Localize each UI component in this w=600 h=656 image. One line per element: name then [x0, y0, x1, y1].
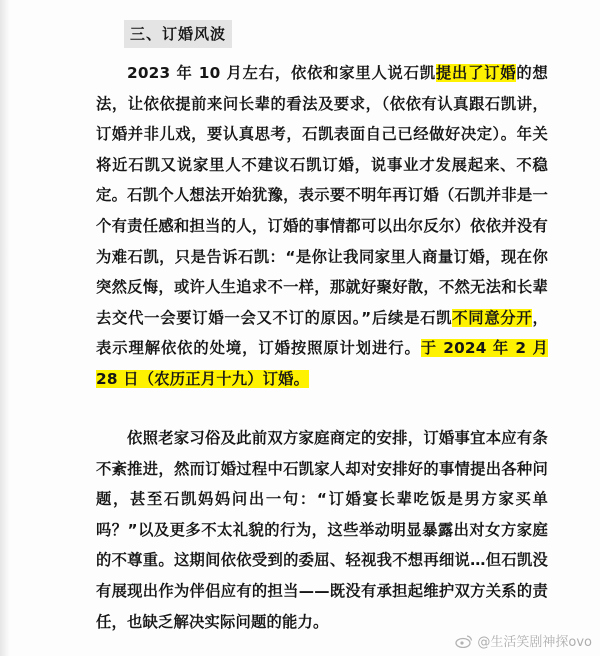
watermark-text: @生活笑剧神探ovo	[477, 635, 592, 650]
page-edge-shadow	[0, 0, 10, 656]
text-run: ，表示理解依依的处境，订婚按照原计划进行。	[96, 308, 548, 358]
highlight-engagement-date: 于 2024 年 2 月 28 日（农历正月十九）订婚。	[96, 339, 548, 388]
text-run: 的想法，让依依提前来问长辈的看法及要求，（依依有认真跟石凯讲，订婚并非儿戏，要认真思考，石凯表面自己已经做好决定）。年关将近石凯又说家里人不建议石凯订婚，说事业才发展起来、不稳定。石凯个人想法开始犹豫，表示要不明年再订婚（石凯并非是一个有责任感和担当的人，订婚的事情都可以出尔反尔）依依并没有为难石凯，只是告诉石凯：“是你让我同家里人商量订婚，现在你突然反悔，或许人生追求不一样，那就好聚好散，不然无法和长辈去交代一会要订婚一会又不订的原因。”后续是石凯	[96, 64, 548, 327]
weibo-icon	[455, 634, 473, 648]
paragraph-engagement	[96, 58, 548, 395]
watermark	[455, 631, 592, 650]
highlight-disagree-breakup: 不同意分开	[452, 308, 533, 327]
section-heading: 三、订婚风波	[124, 20, 232, 48]
highlight-proposed-engagement: 提出了订婚	[435, 64, 517, 82]
text-run: 2023 年 10 月左右，依依和家里人说石凯	[127, 64, 436, 82]
paragraph-customs: 依照老家习俗及此前双方家庭商定的安排，订婚事宜本应有条不紊推进，然而订婚过程中石凯家人却对安排好的事情提出各种问题，甚至石凯妈妈问出一句：“订婚宴长辈吃饭是男方家买单吗？”以及更多不太礼貌的行为，这些举动明显暴露出对女方家庭的不尊重。这期间依依受到的委屈、轻视我不想再细说…但石凯没有展现出作为伴侣应有的担当——既没有承担起维护双方关系的责任，也缺乏解决实际问题的能力。	[96, 429, 548, 631]
